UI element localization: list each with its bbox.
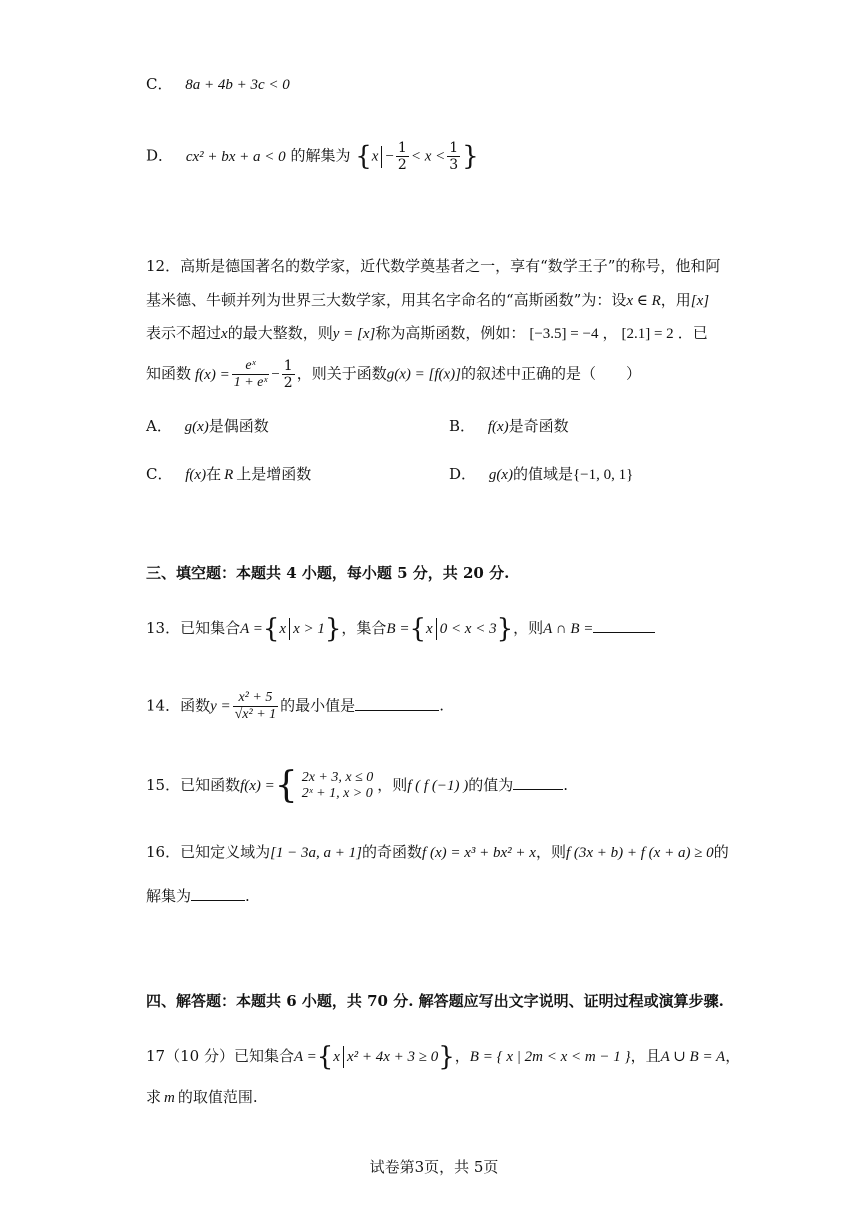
answer-blank[interactable] bbox=[593, 618, 655, 633]
math: {−1, 0, 1} bbox=[572, 467, 634, 483]
text: ，则关于函数 bbox=[296, 364, 387, 383]
math: y = bbox=[210, 698, 231, 715]
minus-sign: − bbox=[271, 366, 280, 383]
set-bar bbox=[436, 618, 437, 640]
left-brace: { bbox=[409, 614, 427, 644]
right-brace: } bbox=[324, 614, 342, 644]
text: ，则 bbox=[513, 619, 544, 637]
set-bar bbox=[343, 1046, 344, 1068]
option-text: 是偶函数 bbox=[208, 417, 269, 435]
text: 的最大整数，则 bbox=[227, 324, 333, 342]
section-3-heading: 三、填空题：本题共 4 小题，每小题 5 分，共 20 分. bbox=[146, 564, 510, 582]
option-label: D． bbox=[449, 465, 477, 483]
math: g(x) bbox=[184, 419, 209, 435]
option-label: C． bbox=[146, 465, 173, 483]
text: 14．函数 bbox=[146, 696, 211, 715]
math: A ∩ B = bbox=[543, 621, 594, 637]
option-text: 的解集为 bbox=[290, 146, 351, 165]
math: [2.1] = 2 bbox=[621, 326, 674, 342]
left-brace: { bbox=[262, 614, 280, 644]
q15 bbox=[146, 765, 568, 806]
q17-line-1 bbox=[146, 1042, 741, 1072]
math: f(x) = bbox=[195, 366, 230, 383]
q17-line-2 bbox=[146, 1087, 258, 1108]
math: m bbox=[164, 1090, 175, 1106]
text: 16．已知定义域为 bbox=[146, 843, 271, 861]
fraction-one-third bbox=[447, 140, 460, 173]
math: x ∈ R bbox=[626, 293, 661, 309]
numerator: 1 bbox=[397, 140, 407, 156]
fraction bbox=[232, 358, 270, 391]
math: [x] bbox=[690, 293, 710, 309]
section-4-heading: 四、解答题：本题共 6 小题，共 70 分. 解答题应写出文字说明、证明过程或演算步骤. bbox=[146, 992, 724, 1010]
answer-blank[interactable] bbox=[191, 886, 245, 901]
text: 17（10 分）已知集合 bbox=[146, 1047, 294, 1065]
q12-option-c bbox=[146, 464, 311, 485]
case-2: 2ˣ + 1, x > 0 bbox=[301, 786, 373, 801]
numerator: x² + 5 bbox=[238, 690, 273, 705]
math: f(x) bbox=[487, 419, 509, 435]
answer-blank[interactable] bbox=[513, 775, 563, 790]
text: 求 bbox=[146, 1088, 162, 1106]
text: 表示不超过 bbox=[146, 324, 222, 342]
set-bar bbox=[381, 146, 382, 168]
math: B = { x | 2m < x < m − 1 } bbox=[469, 1049, 631, 1065]
left-brace: { bbox=[274, 765, 298, 806]
denominator: 1 + eˣ bbox=[233, 375, 268, 390]
set-bar bbox=[289, 618, 290, 640]
option-label: A． bbox=[146, 417, 172, 435]
math: R bbox=[224, 467, 234, 483]
math: f (3x + b) + f (x + a) ≥ 0 bbox=[565, 845, 714, 861]
numerator: 1 bbox=[449, 140, 459, 156]
answer-blank[interactable] bbox=[355, 696, 439, 711]
fraction bbox=[282, 358, 295, 391]
q12-line-2 bbox=[146, 290, 709, 311]
right-brace: } bbox=[438, 1042, 455, 1072]
text: 的最小值是 bbox=[280, 696, 356, 715]
q16-line-2 bbox=[146, 886, 250, 906]
q12-line-4 bbox=[146, 358, 641, 391]
piecewise-cases bbox=[300, 770, 376, 802]
math: x bbox=[333, 1049, 340, 1065]
option-label: C． bbox=[146, 75, 173, 93]
math: g(x) bbox=[488, 467, 513, 483]
case-1: 2x + 3, x ≤ 0 bbox=[301, 770, 374, 785]
math: x bbox=[221, 326, 228, 342]
denominator: 2 bbox=[283, 375, 293, 391]
option-text: 是奇函数 bbox=[508, 417, 569, 435]
math: f(x) = bbox=[240, 778, 275, 794]
text: . bbox=[439, 696, 444, 715]
math: x bbox=[426, 621, 433, 637]
q16-line-1 bbox=[146, 842, 729, 863]
text: ， bbox=[602, 324, 618, 342]
text: ，则 bbox=[377, 776, 408, 794]
numerator: 1 bbox=[283, 358, 293, 374]
option-label: B． bbox=[449, 417, 476, 435]
math: f (x) = x³ + bx² + x bbox=[422, 845, 536, 861]
text: ．已 bbox=[677, 324, 708, 342]
minus-sign: − bbox=[385, 148, 394, 165]
q12-option-a bbox=[146, 416, 269, 437]
q12-option-b bbox=[449, 416, 569, 437]
q12-option-d bbox=[449, 464, 633, 485]
fraction-one-half bbox=[396, 140, 409, 173]
math-expression: cx² + bx + a < 0 bbox=[185, 148, 286, 165]
math: f(x) bbox=[185, 467, 207, 483]
math: x bbox=[279, 621, 287, 637]
option-text: 上是增函数 bbox=[236, 465, 312, 483]
text: 的取值范围. bbox=[177, 1088, 258, 1106]
q12-line-3 bbox=[146, 323, 708, 344]
math-expression: 8a + 4b + 3c < 0 bbox=[185, 77, 290, 93]
text: ，用 bbox=[660, 291, 691, 309]
math: x > 1 bbox=[293, 621, 325, 637]
page-footer: 试卷第3页，共 5页 bbox=[369, 1158, 499, 1176]
inequality: < x < bbox=[410, 148, 446, 165]
q14 bbox=[146, 690, 444, 723]
text: 的叙述中正确的是（ ） bbox=[461, 364, 642, 383]
text: 称为高斯函数，例如： bbox=[375, 324, 526, 342]
math: B = bbox=[386, 621, 410, 637]
math: [−3.5] = −4 bbox=[529, 326, 599, 342]
math: g(x) = [f(x)] bbox=[386, 366, 461, 383]
text: 基米德、牛顿并列为世界三大数学家，用其名字命名的“高斯函数”为：设 bbox=[146, 291, 627, 309]
q11-option-d bbox=[146, 140, 479, 173]
math: A = bbox=[293, 1049, 317, 1065]
q11-option-c bbox=[146, 74, 290, 95]
denominator: 2 bbox=[397, 157, 407, 173]
math: y = [x] bbox=[332, 326, 376, 342]
text: 解集为 bbox=[146, 887, 192, 905]
text: ， bbox=[725, 1047, 741, 1065]
math: x² + 4x + 3 ≥ 0 bbox=[346, 1049, 439, 1065]
text: 15．已知函数 bbox=[146, 776, 241, 794]
denominator: √x² + 1 bbox=[234, 707, 277, 722]
text: 的值为 bbox=[468, 776, 514, 794]
text: . bbox=[245, 887, 250, 905]
math: [1 − 3a, a + 1] bbox=[270, 845, 363, 861]
text: 知函数 bbox=[146, 364, 192, 383]
fraction bbox=[233, 690, 279, 723]
math: 0 < x < 3 bbox=[439, 621, 497, 637]
text: ，集合 bbox=[341, 619, 387, 637]
option-text: 的值域是 bbox=[512, 465, 573, 483]
option-text: 在 bbox=[206, 465, 222, 483]
q12-line-1: 12．高斯是德国著名的数学家，近代数学奠基者之一，享有“数学王子”的称号，他和阿 bbox=[146, 257, 721, 275]
right-brace: } bbox=[496, 614, 514, 644]
text: ， bbox=[454, 1047, 470, 1065]
set-variable: x bbox=[371, 148, 379, 165]
text: 的 bbox=[713, 843, 729, 861]
math: f ( f (−1) ) bbox=[407, 778, 469, 794]
math: A ∪ B = A bbox=[660, 1049, 726, 1065]
text: 13．已知集合 bbox=[146, 619, 241, 637]
q13 bbox=[146, 614, 655, 644]
right-brace: } bbox=[462, 141, 479, 172]
text: ，且 bbox=[630, 1047, 661, 1065]
text: ，则 bbox=[535, 843, 566, 861]
text: . bbox=[563, 776, 568, 794]
numerator: eˣ bbox=[245, 358, 256, 373]
math: A = bbox=[240, 621, 263, 637]
text: 的奇函数 bbox=[362, 843, 423, 861]
left-brace: { bbox=[355, 141, 372, 172]
denominator: 3 bbox=[449, 157, 459, 173]
left-brace: { bbox=[316, 1042, 334, 1072]
option-label: D． bbox=[146, 146, 174, 165]
